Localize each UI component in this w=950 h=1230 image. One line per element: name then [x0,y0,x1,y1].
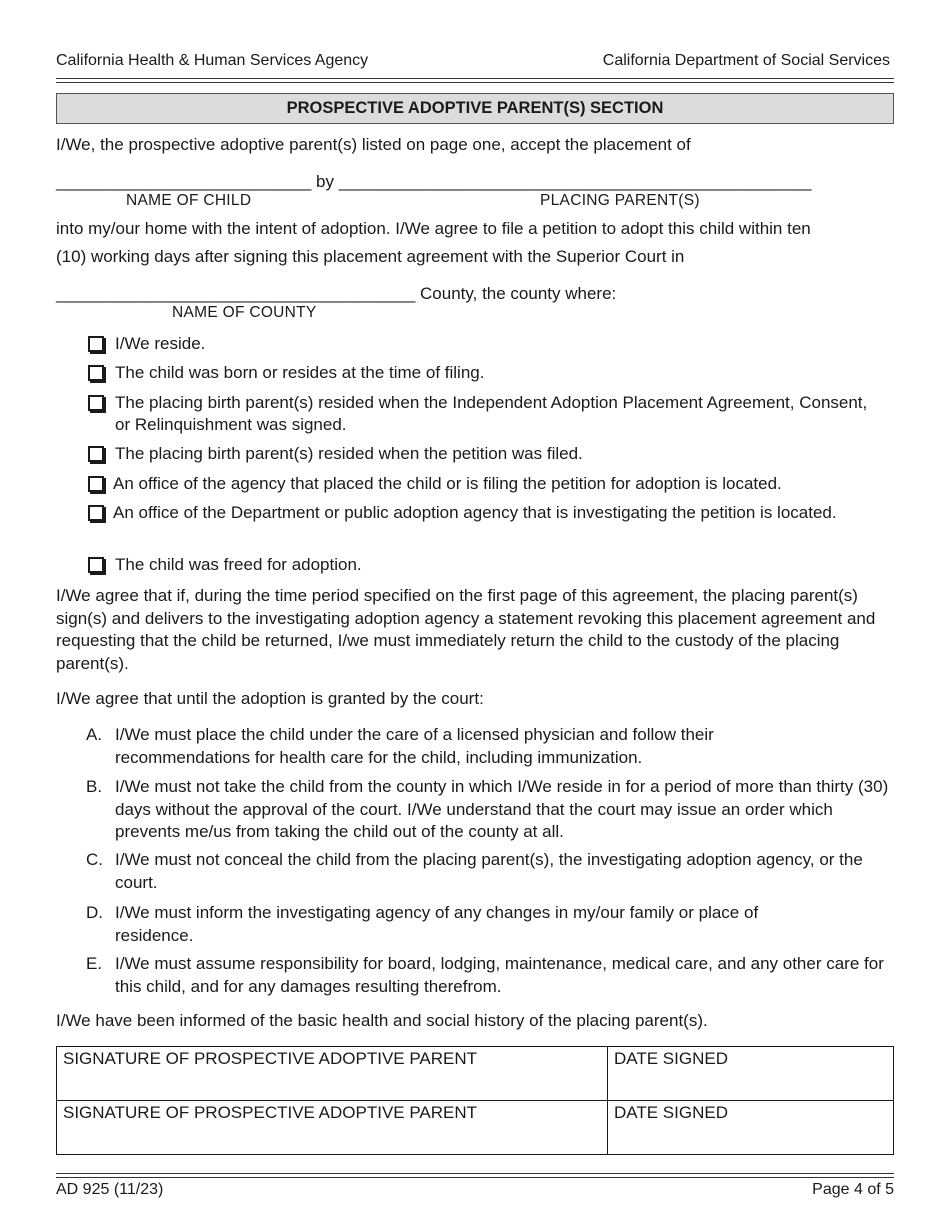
checkbox-item[interactable] [88,333,878,355]
date-signed-field[interactable]: DATE SIGNED [608,1101,894,1155]
list-text: I/We must assume responsibility for board, lodging, maintenance, medical care, and any other care for this child, and for any damages resulting therefrom. [115,954,884,996]
signature-table [56,1046,894,1155]
footer-divider [56,1173,894,1178]
list-item [86,953,896,998]
county-text: County, the county where: [420,284,617,303]
checkbox-label: The child was born or resides at the time of filing. [115,363,485,382]
list-item [86,724,896,769]
date-signed-field[interactable]: DATE SIGNED [608,1047,894,1101]
until-intro: I/We agree that until the adoption is granted by the court: [56,689,484,708]
checkbox-label: The placing birth parent(s) resided when the Independent Adoption Placement Agreement, Consent, or Relinquishment was signed. [115,393,868,434]
checkbox-label: An office of the Department or public adoption agency that is investigating the petition is located. [113,503,837,522]
checkbox-label: An office of the agency that placed the child or is filing the petition for adoption is located. [113,474,782,493]
page-number: Page 4 of 5 [812,1181,894,1198]
list-text: I/We must inform the investigating agency of any changes in my/our family or place of residence. [115,903,759,945]
list-text: I/We must not conceal the child from the placing parent(s), the investigating adoption agency, or the court. [115,850,863,892]
checkbox-icon[interactable] [88,505,104,521]
name-of-child-field[interactable] [56,172,811,192]
checkbox-item[interactable] [88,554,878,576]
signature-row [57,1047,894,1101]
checkbox-label: I/We reside. [115,334,206,353]
checkbox-item[interactable] [88,362,878,384]
intro-text: I/We, the prospective adoptive parent(s) listed on page one, accept the placement of [56,135,691,154]
checkbox-icon[interactable] [88,365,104,381]
header-divider [56,78,894,83]
signature-row [57,1101,894,1155]
informed-statement: I/We have been informed of the basic health and social history of the placing parent(s). [56,1011,708,1030]
checkbox-label: The child was freed for adoption. [115,555,362,574]
signature-field[interactable]: SIGNATURE OF PROSPECTIVE ADOPTIVE PARENT [57,1101,608,1155]
list-item [86,849,896,894]
checkbox-icon[interactable] [88,446,104,462]
checkbox-icon[interactable] [88,476,104,492]
revocation-paragraph: I/We agree that if, during the time period specified on the first page of this agreement, the placing parent(s) sign(s) and delivers to the investigating adoption agency a statement revoking this placement agreement and requesting that the child be returned, I/we must immediately return the child to the custody of the placing parent(s). [56,586,876,673]
agency-name: California Health & Human Services Agency [56,52,369,69]
list-letter: E. [86,954,103,973]
list-item [86,902,896,947]
placing-parent-blank: __________________________________________________ [338,172,812,191]
checkbox-icon[interactable] [88,395,104,411]
name-of-county-field[interactable] [56,284,616,304]
placing-parent-caption: PLACING PARENT(S) [540,192,700,209]
checkbox-item[interactable] [88,473,878,495]
checkbox-icon[interactable] [88,336,104,352]
county-blank: ______________________________________ [56,284,416,303]
form-id: AD 925 (11/23) [56,1181,164,1198]
checkbox-label: The placing birth parent(s) resided when the petition was filed. [115,444,583,463]
checkbox-item[interactable] [88,502,878,524]
list-letter: D. [86,903,103,922]
by-text: by [316,172,334,191]
intent-line-2: (10) working days after signing this placement agreement with the Superior Court in [56,247,685,266]
name-of-county-caption: NAME OF COUNTY [172,304,317,321]
checkbox-icon[interactable] [88,557,104,573]
list-item [86,776,896,844]
signature-field[interactable]: SIGNATURE OF PROSPECTIVE ADOPTIVE PARENT [57,1047,608,1101]
list-text: I/We must place the child under the care of a licensed physician and follow their recommendations for health care for the child, including immunization. [115,725,714,767]
name-of-child-caption: NAME OF CHILD [126,192,252,209]
child-name-blank: ___________________________ [56,172,312,191]
list-letter: B. [86,777,103,796]
section-title: PROSPECTIVE ADOPTIVE PARENT(S) SECTION [56,93,894,124]
department-name: California Department of Social Services [602,52,890,69]
list-letter: A. [86,725,103,744]
list-letter: C. [86,850,103,869]
checkbox-item[interactable] [88,443,878,465]
list-text: I/We must not take the child from the county in which I/We reside in for a period of more than thirty (30) days without the approval of the court. I/We understand that the court may issue an order which prevents me/us from taking the child out of the county at all. [115,777,889,841]
checkbox-item[interactable] [88,392,878,436]
intent-line-1: into my/our home with the intent of adoption. I/We agree to file a petition to adopt this child within ten [56,219,811,238]
